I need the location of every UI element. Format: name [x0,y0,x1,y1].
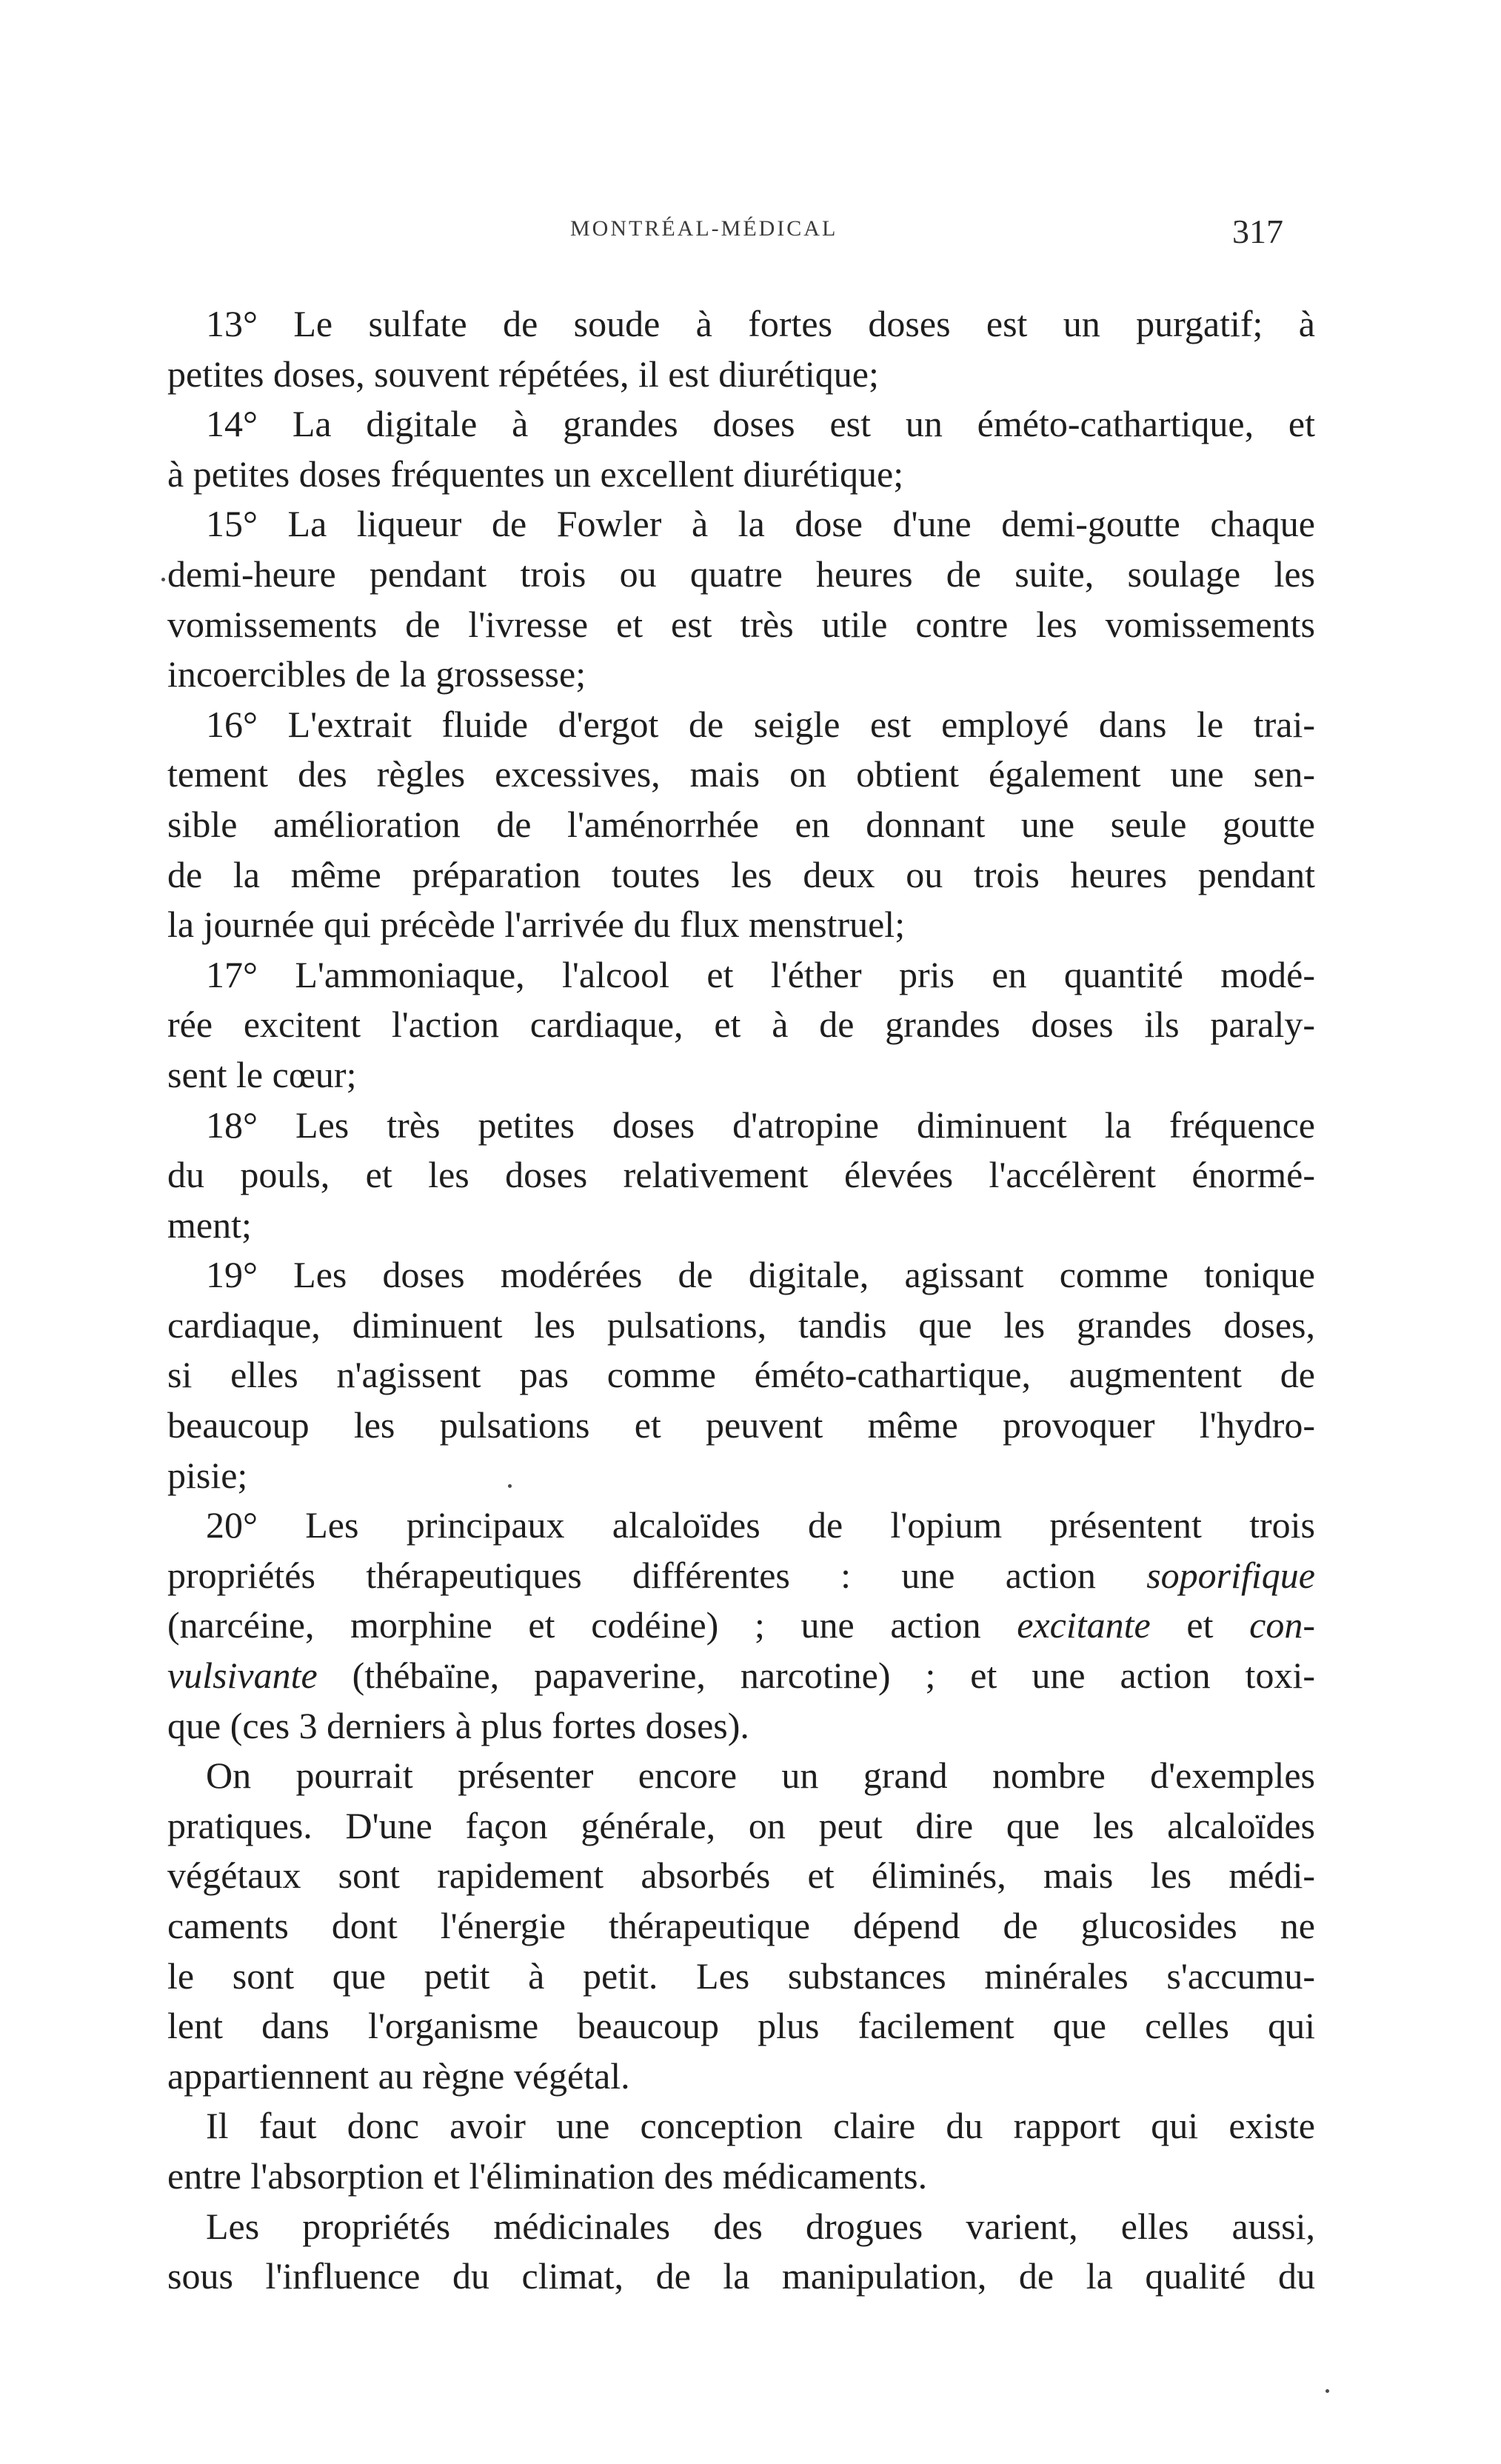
line-text: que (ces 3 derniers à plus fortes doses). [167,1704,749,1746]
line-text: à petites doses fréquentes un excellent diurétique; [167,453,904,495]
italic-term: con- [1249,1604,1315,1646]
line-text: pisie; [167,1454,248,1496]
page-number: 317 [1232,213,1283,250]
text-line [167,2251,1315,2302]
text-line [167,1250,1315,1301]
text-line [167,1350,1315,1400]
text-line [167,499,1315,550]
line-text: ment; [167,1203,252,1246]
italic-term: soporifique [1146,1554,1315,1596]
line-text: (narcéine, morphine et codéine) ; une action [167,1604,1017,1646]
text-line [167,700,1315,750]
italic-term: vulsivante [167,1655,318,1697]
text-line [167,550,1315,600]
text-line [167,1050,1315,1101]
line-text: sible amélioration de l'aménorrhée en donnant une seule goutte [167,803,1315,845]
line-text: cardiaque, diminuent les pulsations, tandis que les grandes doses, [167,1303,1315,1346]
line-text: 20° Les principaux alcaloïdes de l'opium présentent trois [206,1504,1315,1546]
body-text [167,299,1315,2302]
text-line [167,1751,1315,1801]
line-text: et [1150,1604,1250,1646]
line-text: de la même préparation toutes les deux ou trois heures pendant [167,853,1315,895]
text-line [167,1301,1315,1351]
text-line [167,2051,1315,2102]
text-line [167,2151,1315,2202]
text-line [167,399,1315,450]
running-title: MONTRÉAL-MÉDICAL [570,216,838,241]
line-text: beaucoup les pulsations et peuvent même provoquer l'hydro- [167,1404,1315,1446]
line-text: Les propriétés médicinales des drogues varient, elles aussi, [206,2205,1315,2247]
line-text: appartiennent au règne végétal. [167,2054,630,2097]
italic-term: excitante [1017,1604,1151,1646]
text-line [167,450,1315,500]
text-line [167,1801,1315,1852]
line-text: 18° Les très petites doses d'atropine diminuent la fréquence [206,1104,1315,1146]
text-line [167,900,1315,950]
line-text: (thébaïne, papaverine, narcotine) ; et une action toxi- [317,1655,1315,1697]
text-line [167,1951,1315,2002]
line-text: sous l'influence du climat, de la manipulation, de la qualité du [167,2255,1315,2297]
text-line [167,850,1315,901]
text-line [167,350,1315,400]
text-line [167,1101,1315,1151]
line-text: 13° Le sulfate de soude à fortes doses est un purgatif; à [206,303,1315,344]
text-line [167,1851,1315,1901]
text-line [167,1400,1315,1451]
text-line [167,2202,1315,2252]
line-text: petites doses, souvent répétées, il est diurétique; [167,353,879,395]
line-text: lent dans l'organisme beaucoup plus facilement que celles qui [167,2005,1315,2047]
text-line [167,1701,1315,1752]
line-text: incoercibles de la grossesse; [167,653,586,695]
line-text: 17° L'ammoniaque, l'alcool et l'éther pris en quantité modé- [206,953,1315,995]
text-line [167,1201,1315,1251]
text-line [167,2101,1315,2151]
text-line [167,2001,1315,2051]
line-text: 14° La digitale à grandes doses est un éméto-cathartique, et [206,403,1315,445]
line-text: le sont que petit à petit. Les substances minérales s'accumu- [167,1954,1315,1997]
line-text: On pourrait présenter encore un grand nombre d'exemples [206,1754,1315,1797]
line-text: 19° Les doses modérées de digitale, agissant comme tonique [206,1254,1315,1296]
text-line [167,800,1315,850]
line-text: sent le cœur; [167,1053,357,1095]
text-line [167,1901,1315,1951]
line-text: Il faut donc avoir une conception claire du rapport qui existe [206,2105,1315,2147]
text-line [167,1451,1315,1501]
text-line [167,600,1315,650]
line-text: si elles n'agissent pas comme éméto-cathartique, augmentent de [167,1354,1315,1396]
line-text: propriétés thérapeutiques différentes : une action [167,1554,1147,1596]
line-text: demi-heure pendant trois ou quatre heures de suite, soulage les [167,552,1315,595]
line-text: vomissements de l'ivresse et est très utile contre les vomissements [167,603,1315,645]
line-text: végétaux sont rapidement absorbés et éliminés, mais les médi- [167,1854,1315,1897]
line-text: pratiques. D'une façon générale, on peut dire que les alcaloïdes [167,1804,1315,1846]
line-text: entre l'absorption et l'élimination des médicaments. [167,2154,928,2197]
text-line [167,1500,1315,1551]
line-text: caments dont l'énergie thérapeutique dépend de glucosides ne [167,1905,1315,1946]
text-line [167,950,1315,1001]
line-text: la journée qui précède l'arrivée du flux menstruel; [167,904,906,946]
line-text: du pouls, et les doses relativement élevées l'accélèrent énormé- [167,1154,1315,1196]
text-line [167,1150,1315,1201]
text-line [167,299,1315,350]
line-text: tement des règles excessives, mais on obtient également une sen- [167,753,1315,795]
line-text: 15° La liqueur de Fowler à la dose d'une demi-goutte chaque [206,503,1315,545]
text-line [167,749,1315,800]
text-line [167,1551,1315,1601]
line-text: 16° L'extrait fluide d'ergot de seigle est employé dans le trai- [206,703,1315,745]
line-text: rée excitent l'action cardiaque, et à de grandes doses ils paraly- [167,1004,1315,1046]
text-line [167,1651,1315,1701]
text-line [167,1600,1315,1651]
text-line [167,650,1315,700]
text-line [167,1000,1315,1050]
